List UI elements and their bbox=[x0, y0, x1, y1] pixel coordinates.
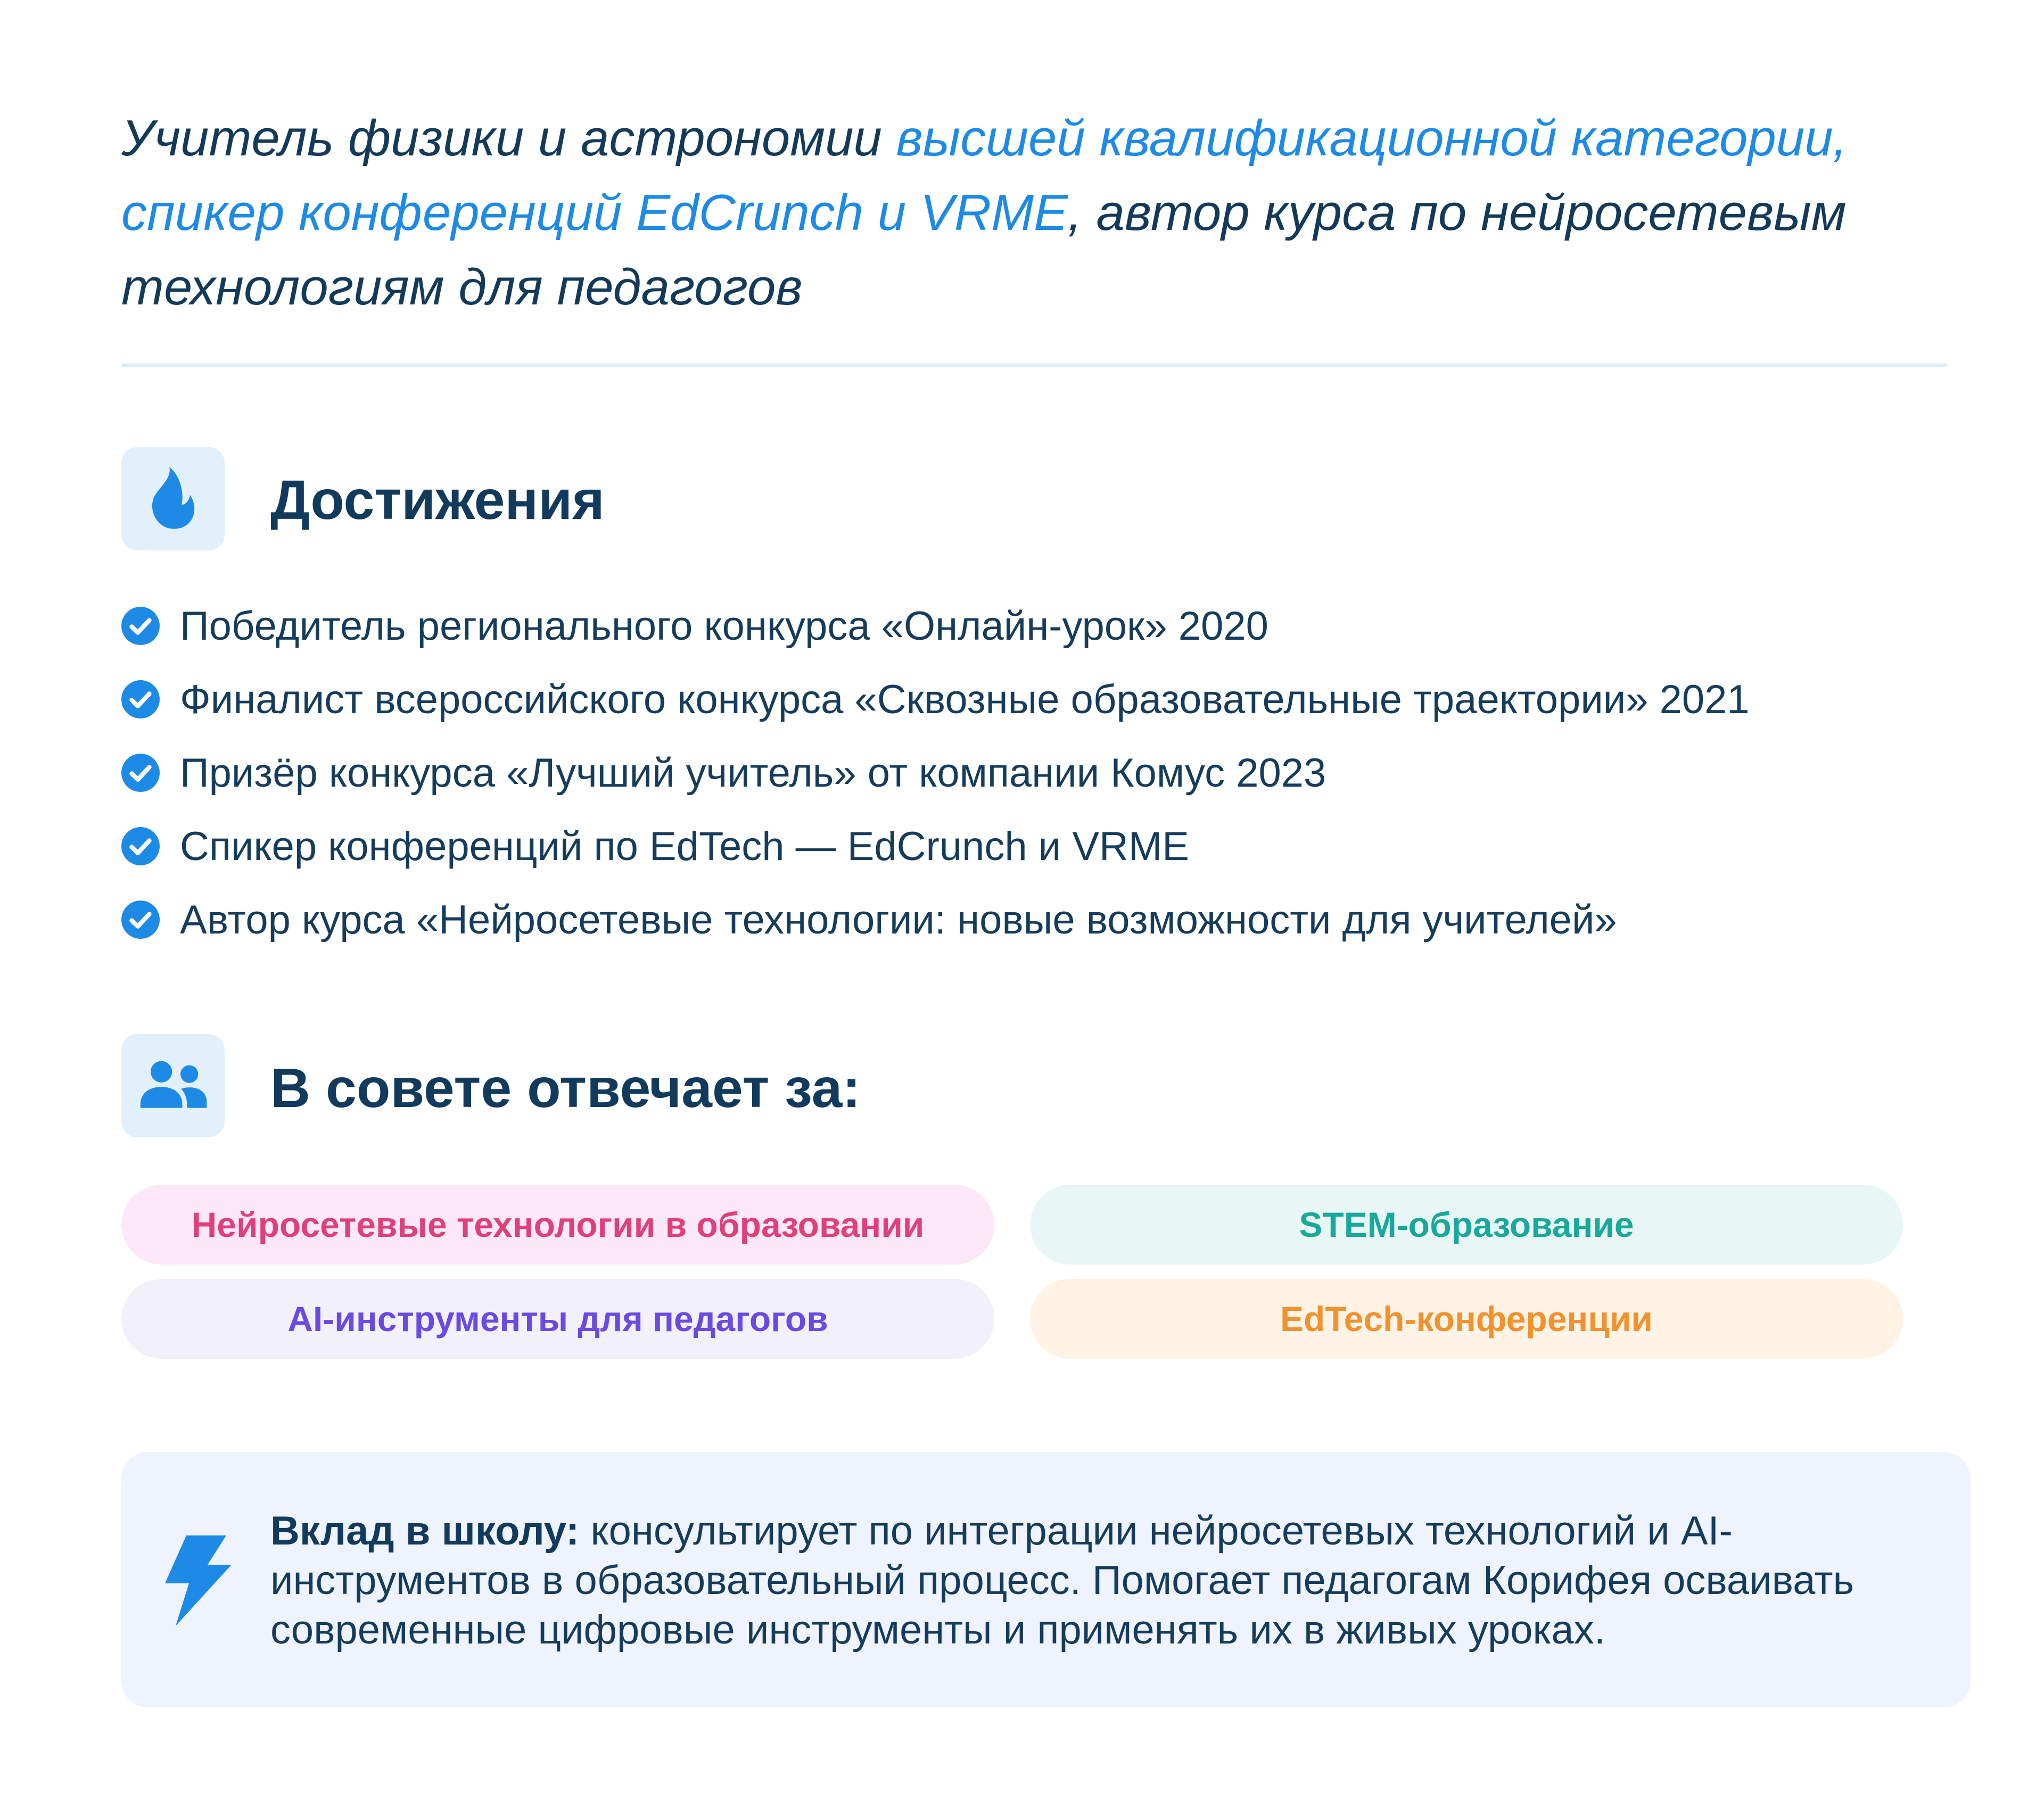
tag-neural-tech: Нейросетевые технологии в образовании bbox=[121, 1185, 994, 1265]
intro-text bbox=[121, 101, 1931, 325]
check-circle-icon bbox=[121, 827, 160, 865]
intro-part-2: , автор курса по нейросетевым технологиям для педагогов bbox=[121, 184, 1847, 316]
achievement-text: Победитель регионального конкурса «Онлайн-урок» 2020 bbox=[180, 603, 1268, 649]
flame-icon bbox=[144, 464, 202, 533]
intro-part-1: Учитель физики и астрономии bbox=[121, 110, 896, 167]
contribution-lead: Вклад в школу: bbox=[270, 1508, 580, 1554]
users-icon bbox=[136, 1056, 210, 1115]
list-item bbox=[121, 589, 1984, 663]
tag-ai-tools: AI-инструменты для педагогов bbox=[121, 1279, 994, 1359]
responsibilities-title: В совете отвечает за: bbox=[270, 1058, 861, 1119]
tag-stem: STEM-образование bbox=[1030, 1185, 1903, 1265]
list-item bbox=[121, 883, 1984, 956]
list-item bbox=[121, 810, 1984, 883]
check-circle-icon bbox=[121, 607, 160, 645]
achievements-title: Достижения bbox=[270, 469, 605, 531]
achievement-text: Финалист всероссийского конкурса «Сквозные образовательные траектории» 2021 bbox=[180, 676, 1750, 722]
tag-edtech-conferences: EdTech-конференции bbox=[1030, 1279, 1903, 1359]
list-item bbox=[121, 736, 1984, 810]
divider bbox=[121, 364, 1947, 367]
intro-highlight: высшей квалификационной категории, спикер конференций EdCrunch и VRME bbox=[121, 110, 1848, 241]
lightning-icon bbox=[160, 1533, 234, 1629]
responsibilities-icon-box bbox=[121, 1034, 225, 1137]
contribution-text bbox=[270, 1506, 1963, 1655]
check-circle-icon bbox=[121, 680, 160, 718]
achievement-text: Автор курса «Нейросетевые технологии: новые возможности для учителей» bbox=[180, 897, 1617, 943]
list-item bbox=[121, 663, 1984, 736]
achievements-list bbox=[121, 589, 1984, 956]
achievement-text: Призёр конкурса «Лучший учитель» от компании Комус 2023 bbox=[180, 750, 1326, 796]
check-circle-icon bbox=[121, 754, 160, 792]
contribution-body: консультирует по интеграции нейросетевых технологий и AI-инструментов в образовательный процесс. Помогает педагогам Корифея осваивать современные цифровые инструменты и применять их в живых уроках. bbox=[270, 1508, 1855, 1653]
achievements-icon-box bbox=[121, 447, 225, 550]
achievement-text: Спикер конференций по EdTech — EdCrunch и VRME bbox=[180, 823, 1189, 869]
check-circle-icon bbox=[121, 901, 160, 939]
